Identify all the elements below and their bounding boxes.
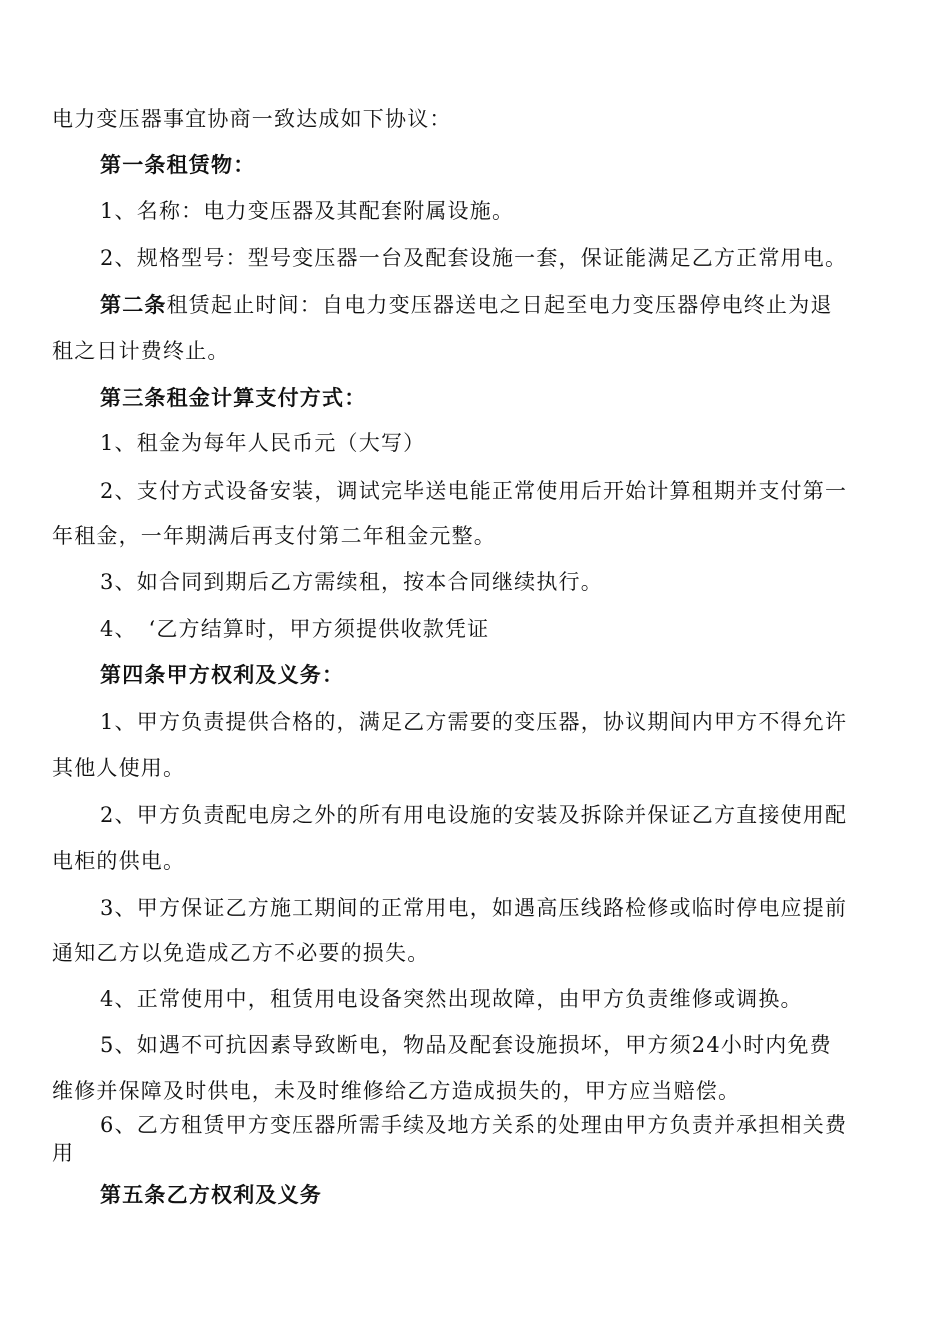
article-4-item-6-cont: 用 xyxy=(52,1141,75,1165)
article-5-heading: 第五条乙方权利及义务 xyxy=(100,1182,322,1207)
article-3-heading: 第三条租金计算支付方式： xyxy=(100,385,367,410)
article-3-item-2-cont: 年租金，一年期满后再支付第二年租金元整。 xyxy=(52,524,496,548)
article-1-heading: 第一条租赁物： xyxy=(100,152,256,177)
article-2-paragraph xyxy=(100,290,833,320)
article-4-heading: 第四条甲方权利及义务： xyxy=(100,662,345,687)
article-4-item-1: 1、甲方负责提供合格的，满足乙方需要的变压器，协议期间内甲方不得允许 xyxy=(100,710,848,734)
article-4-item-5-cont: 维修并保障及时供电，未及时维修给乙方造成损失的，甲方应当赔偿。 xyxy=(52,1079,741,1103)
article-2-label: 第二条 xyxy=(100,292,167,317)
article-4-item-2: 2、甲方负责配电房之外的所有用电设施的安装及拆除并保证乙方直接使用配 xyxy=(100,803,848,827)
article-1-item-2: 2、规格型号：型号变压器一台及配套设施一套，保证能满足乙方正常用电。 xyxy=(100,246,848,270)
article-4-item-3-cont: 通知乙方以免造成乙方不必要的损失。 xyxy=(52,941,430,965)
article-3-item-3: 3、如合同到期后乙方需续租，按本合同继续执行。 xyxy=(100,570,603,594)
article-2-continuation: 租之日计费终止。 xyxy=(52,339,230,363)
article-4-item-1-cont: 其他人使用。 xyxy=(52,756,186,780)
article-3-item-1: 1、租金为每年人民币元（大写） xyxy=(100,431,426,455)
article-2-text: 租赁起止时间：自电力变压器送电之日起至电力变压器停电终止为退 xyxy=(166,293,833,317)
article-4-item-6: 6、乙方租赁甲方变压器所需手续及地方关系的处理由甲方负责并承担相关费 xyxy=(100,1113,848,1137)
article-4-item-3: 3、甲方保证乙方施工期间的正常用电，如遇高压线路检修或临时停电应提前 xyxy=(100,896,848,920)
article-4-item-5: 5、如遇不可抗因素导致断电，物品及配套设施损坏，甲方须24小时内免费 xyxy=(100,1033,832,1057)
article-4-item-2-cont: 电柜的供电。 xyxy=(52,849,186,873)
article-3-item-4: 4、 ‘乙方结算时，甲方须提供收款凭证 xyxy=(100,617,490,641)
article-1-item-1: 1、名称：电力变压器及其配套附属设施。 xyxy=(100,199,515,223)
article-3-item-2: 2、支付方式设备安装，调试完毕送电能正常使用后开始计算租期并支付第一 xyxy=(100,479,848,503)
article-4-item-4: 4、正常使用中，租赁用电设备突然出现故障，由甲方负责维修或调换。 xyxy=(100,987,803,1011)
intro-line: 电力变压器事宜协商一致达成如下协议： xyxy=(52,107,452,131)
